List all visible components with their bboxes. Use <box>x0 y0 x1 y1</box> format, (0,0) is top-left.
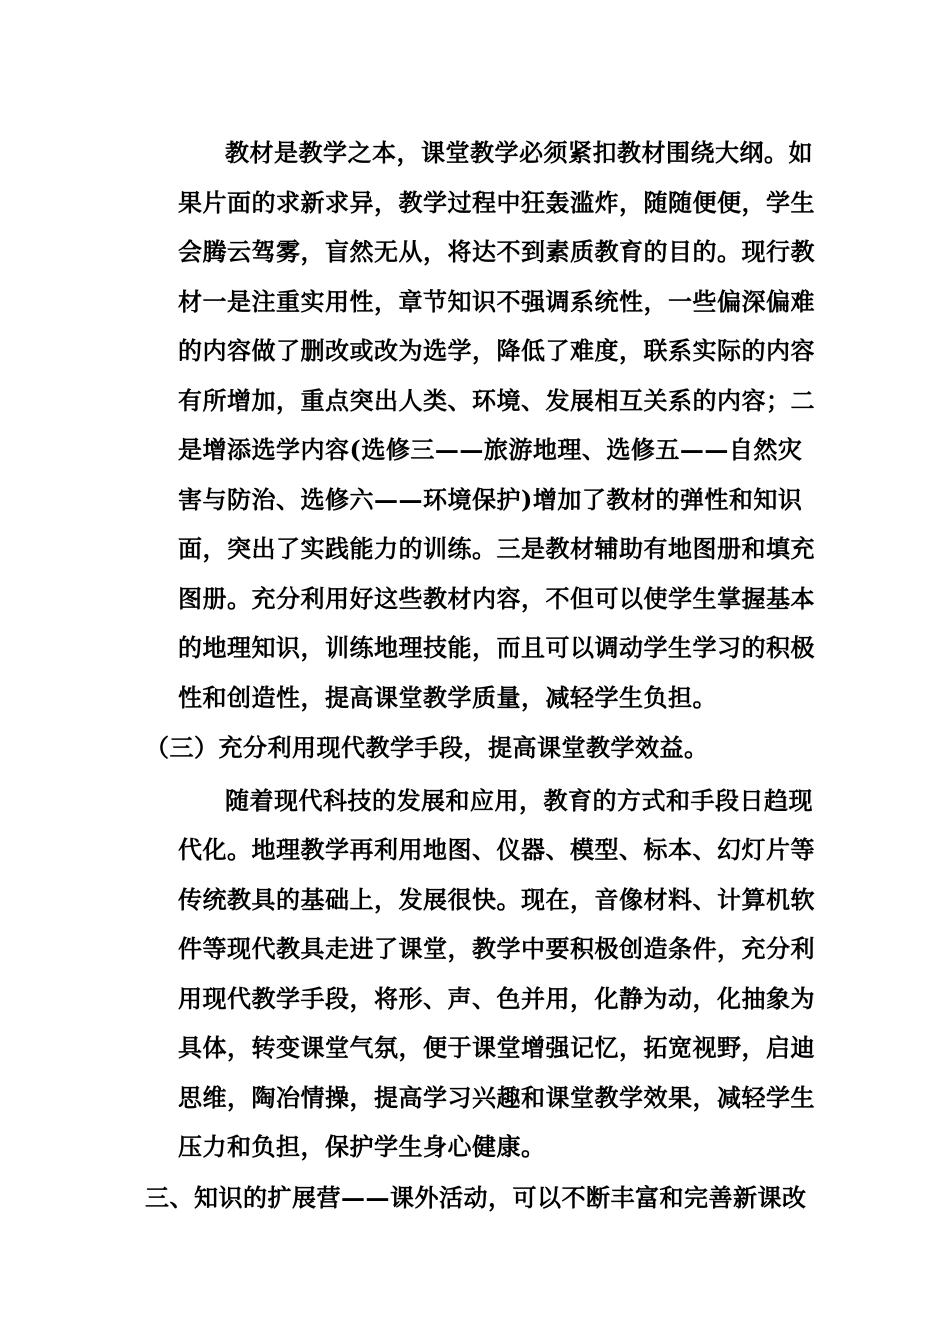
paragraph-1-line-2: 果片面的求新求异，教学过程中狂轰滥炸，随随便便，学生 <box>178 188 815 217</box>
paragraph-2-line-6: 具体，转变课堂气氛，便于课堂增强记忆，拓宽视野，启迪 <box>178 1033 815 1062</box>
section-heading-3: （三）充分利用现代教学手段，提高课堂教学效益。 <box>145 733 709 762</box>
paragraph-1-line-3: 会腾云驾雾，盲然无从，将达不到素质教育的目的。现行教 <box>178 237 815 266</box>
paragraph-1-line-8: 害与防治、选修六——环境保护)增加了教材的弹性和知识 <box>178 485 803 514</box>
paragraph-1-line-7: 是增添选学内容(选修三——旅游地理、选修五——自然灾 <box>178 435 803 464</box>
paragraph-1-line-10: 图册。充分利用好这些教材内容，不但可以使学生掌握基本 <box>178 584 815 613</box>
paragraph-2-line-4: 件等现代教具走进了课堂，教学中要积极创造条件，充分利 <box>178 934 815 963</box>
paragraph-2-line-2: 代化。地理教学再利用地图、仪器、模型、标本、幻灯片等 <box>178 835 815 864</box>
paragraph-1-line-1: 教材是教学之本，课堂教学必须紧扣教材围绕大纲。如 <box>225 138 813 167</box>
paragraph-2-line-3: 传统教具的基础上，发展很快。现在，音像材料、计算机软 <box>178 885 815 914</box>
section-heading-three: 三、知识的扩展营——课外活动，可以不断丰富和完善新课改 <box>145 1183 807 1212</box>
paragraph-2-line-1: 随着现代科技的发展和应用，教育的方式和手段日趋现 <box>225 786 813 815</box>
paragraph-2-line-8: 压力和负担，保护学生身心健康。 <box>178 1132 546 1161</box>
paragraph-1-line-6: 有所增加，重点突出人类、环境、发展相互关系的内容；二 <box>178 386 815 415</box>
paragraph-1-line-9: 面，突出了实践能力的训练。三是教材辅助有地图册和填充 <box>178 534 815 563</box>
paragraph-1-line-4: 材一是注重实用性，章节知识不强调系统性，一些偏深偏难 <box>178 287 815 316</box>
paragraph-2-line-5: 用现代教学手段，将形、声、色并用，化静为动，化抽象为 <box>178 984 815 1013</box>
paragraph-2-line-7: 思维，陶冶情操，提高学习兴趣和课堂教学效果，减轻学生 <box>178 1083 815 1112</box>
paragraph-1-line-11: 的地理知识，训练地理技能，而且可以调动学生学习的积极 <box>178 633 815 662</box>
paragraph-1-line-5: 的内容做了删改或改为选学，降低了难度，联系实际的内容 <box>178 336 815 365</box>
paragraph-1-line-12: 性和创造性，提高课堂教学质量，减轻学生负担。 <box>178 683 717 712</box>
